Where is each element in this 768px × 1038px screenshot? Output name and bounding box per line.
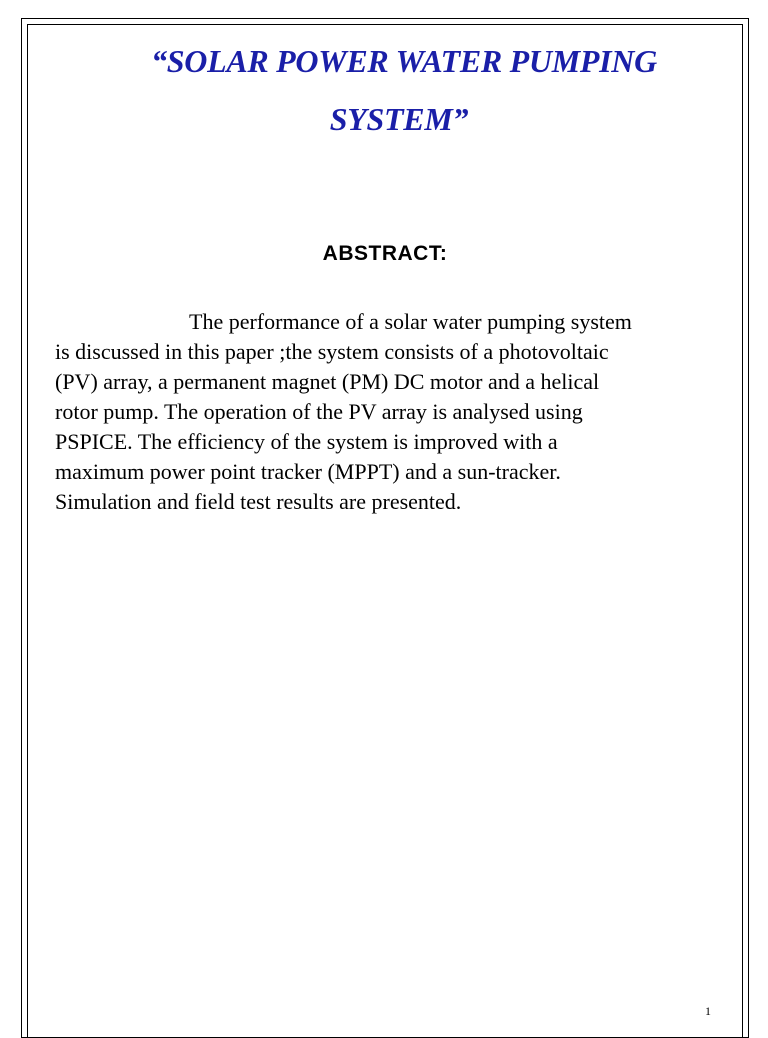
- document-title: [27, 32, 743, 148]
- abstract-heading: ABSTRACT:: [322, 242, 448, 265]
- abstract-line: (PV) array, a permanent magnet (PM) DC motor and a helical: [55, 369, 600, 394]
- title-line-2: SYSTEM”: [329, 101, 469, 137]
- abstract-line: is discussed in this paper ;the system consists of a photovoltaic: [55, 339, 609, 364]
- abstract-line: PSPICE. The efficiency of the system is improved with a: [55, 429, 558, 454]
- abstract-line: Simulation and field test results are presented.: [55, 489, 462, 514]
- abstract-paragraph: [55, 307, 715, 517]
- abstract-line: The performance of a solar water pumping system: [189, 309, 632, 334]
- abstract-line: rotor pump. The operation of the PV array is analysed using: [55, 399, 583, 424]
- title-line-1: “SOLAR POWER WATER PUMPING: [151, 43, 657, 79]
- page-number: 1: [705, 1004, 711, 1018]
- abstract-line: maximum power point tracker (MPPT) and a sun-tracker.: [55, 459, 561, 484]
- page-border-inner: [27, 24, 743, 1038]
